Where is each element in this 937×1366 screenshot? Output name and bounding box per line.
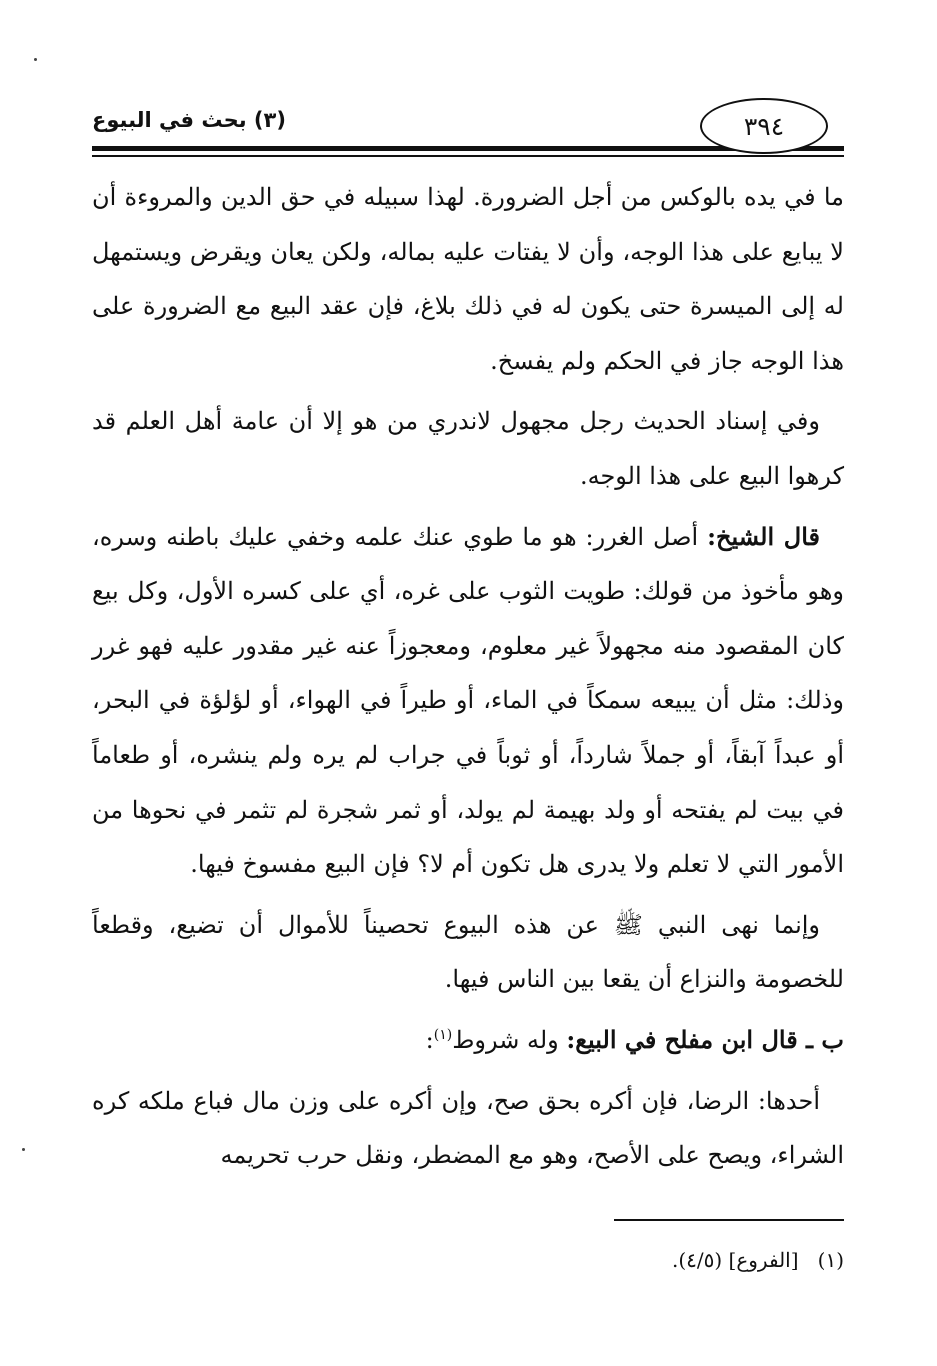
paragraph-2-text: وفي إسناد الحديث رجل مجهول لاندري من هو إلا أن عامة أهل العلم قد كرهوا البيع على هذا الوجه. [92, 407, 844, 490]
header-rule-thin [92, 155, 844, 157]
paragraph-1 [92, 170, 844, 388]
paragraph-4 [92, 898, 844, 1007]
page-number-badge [700, 98, 828, 154]
section-heading [92, 1013, 844, 1068]
footnote-reference: (١) [433, 1026, 453, 1043]
closing-paragraph [92, 1074, 844, 1183]
closing-paragraph-text: أحدها: الرضا، فإن أكره بحق صح، وإن أكره على وزن مال فباع ملكه كره الشراء، ويصح على الأصح، وهو مع المضطر، ونقل حرب تحريمه [92, 1086, 844, 1170]
page-number: ٣٩٤ [743, 111, 785, 141]
scan-speck [34, 58, 37, 61]
footnote-rule [614, 1219, 844, 1221]
paragraph-3-lead: قال الشيخ: [707, 521, 820, 551]
footnote-text: [الفروع] (٤/٥). [671, 1248, 799, 1272]
footnote [92, 1248, 844, 1272]
paragraph-3-text: أصل الغرر: هو ما طوي عنك علمه وخفي عليك باطنه وسره، وهو مأخوذ من قولك: طويت الثوب على غره، أي على كسره الأول، وكل بيع كان المقصود منه مجهولاً غير معلوم، ومعجوزاً عنه غير مقدور عليه فهو غرر وذلك: مثل أن يبيعه سمكاً في الماء، أو طيراً في الهواء، أو لؤلؤة في البحر، أو عبداً آبقاً، أو جملاً شارداً، أو ثوباً في جراب لم يره ولم ينشره، أو طعاماً في بيت لم يفتحه أو ولد بهيمة لم يولد، أو ثمر شجرة لم تثمر في نحوها من الأمور التي لا تعلم ولا يدرى هل تكون أم لا؟ فإن البيع مفسوخ فيها. [92, 522, 844, 879]
section-heading-label: ب ـ قال ابن مفلح في البيع: [566, 1024, 844, 1054]
section-heading-tail: : [425, 1025, 434, 1054]
paragraph-4-text: وإنما نهى النبي ﷺ عن هذه البيوع تحصيناً للأموال أن تضيع، وقطعاً للخصومة والنزاع أن يقعا بين الناس فيها. [92, 910, 844, 994]
paragraph-2 [92, 394, 844, 503]
paragraph-1-text: ما في يده بالوكس من أجل الضرورة. لهذا سبيله في حق الدين والمروءة أن لا يبايع على هذا الوجه، وأن لا يفتات عليه بماله، ولكن يعان ويقرض ويستمهل له إلى الميسرة حتى يكون له في ذلك بلاغ، فإن عقد البيع مع الضرورة على هذا الوجه جاز في الحكم ولم يفسخ. [92, 183, 845, 375]
scan-speck [22, 1148, 25, 1151]
footnote-number: (١) [817, 1248, 844, 1272]
section-heading-text: وله شروط [452, 1025, 567, 1054]
body-text [92, 170, 844, 1189]
running-title: (٣) بحث في البيوع [92, 108, 286, 132]
paragraph-3 [92, 510, 844, 892]
